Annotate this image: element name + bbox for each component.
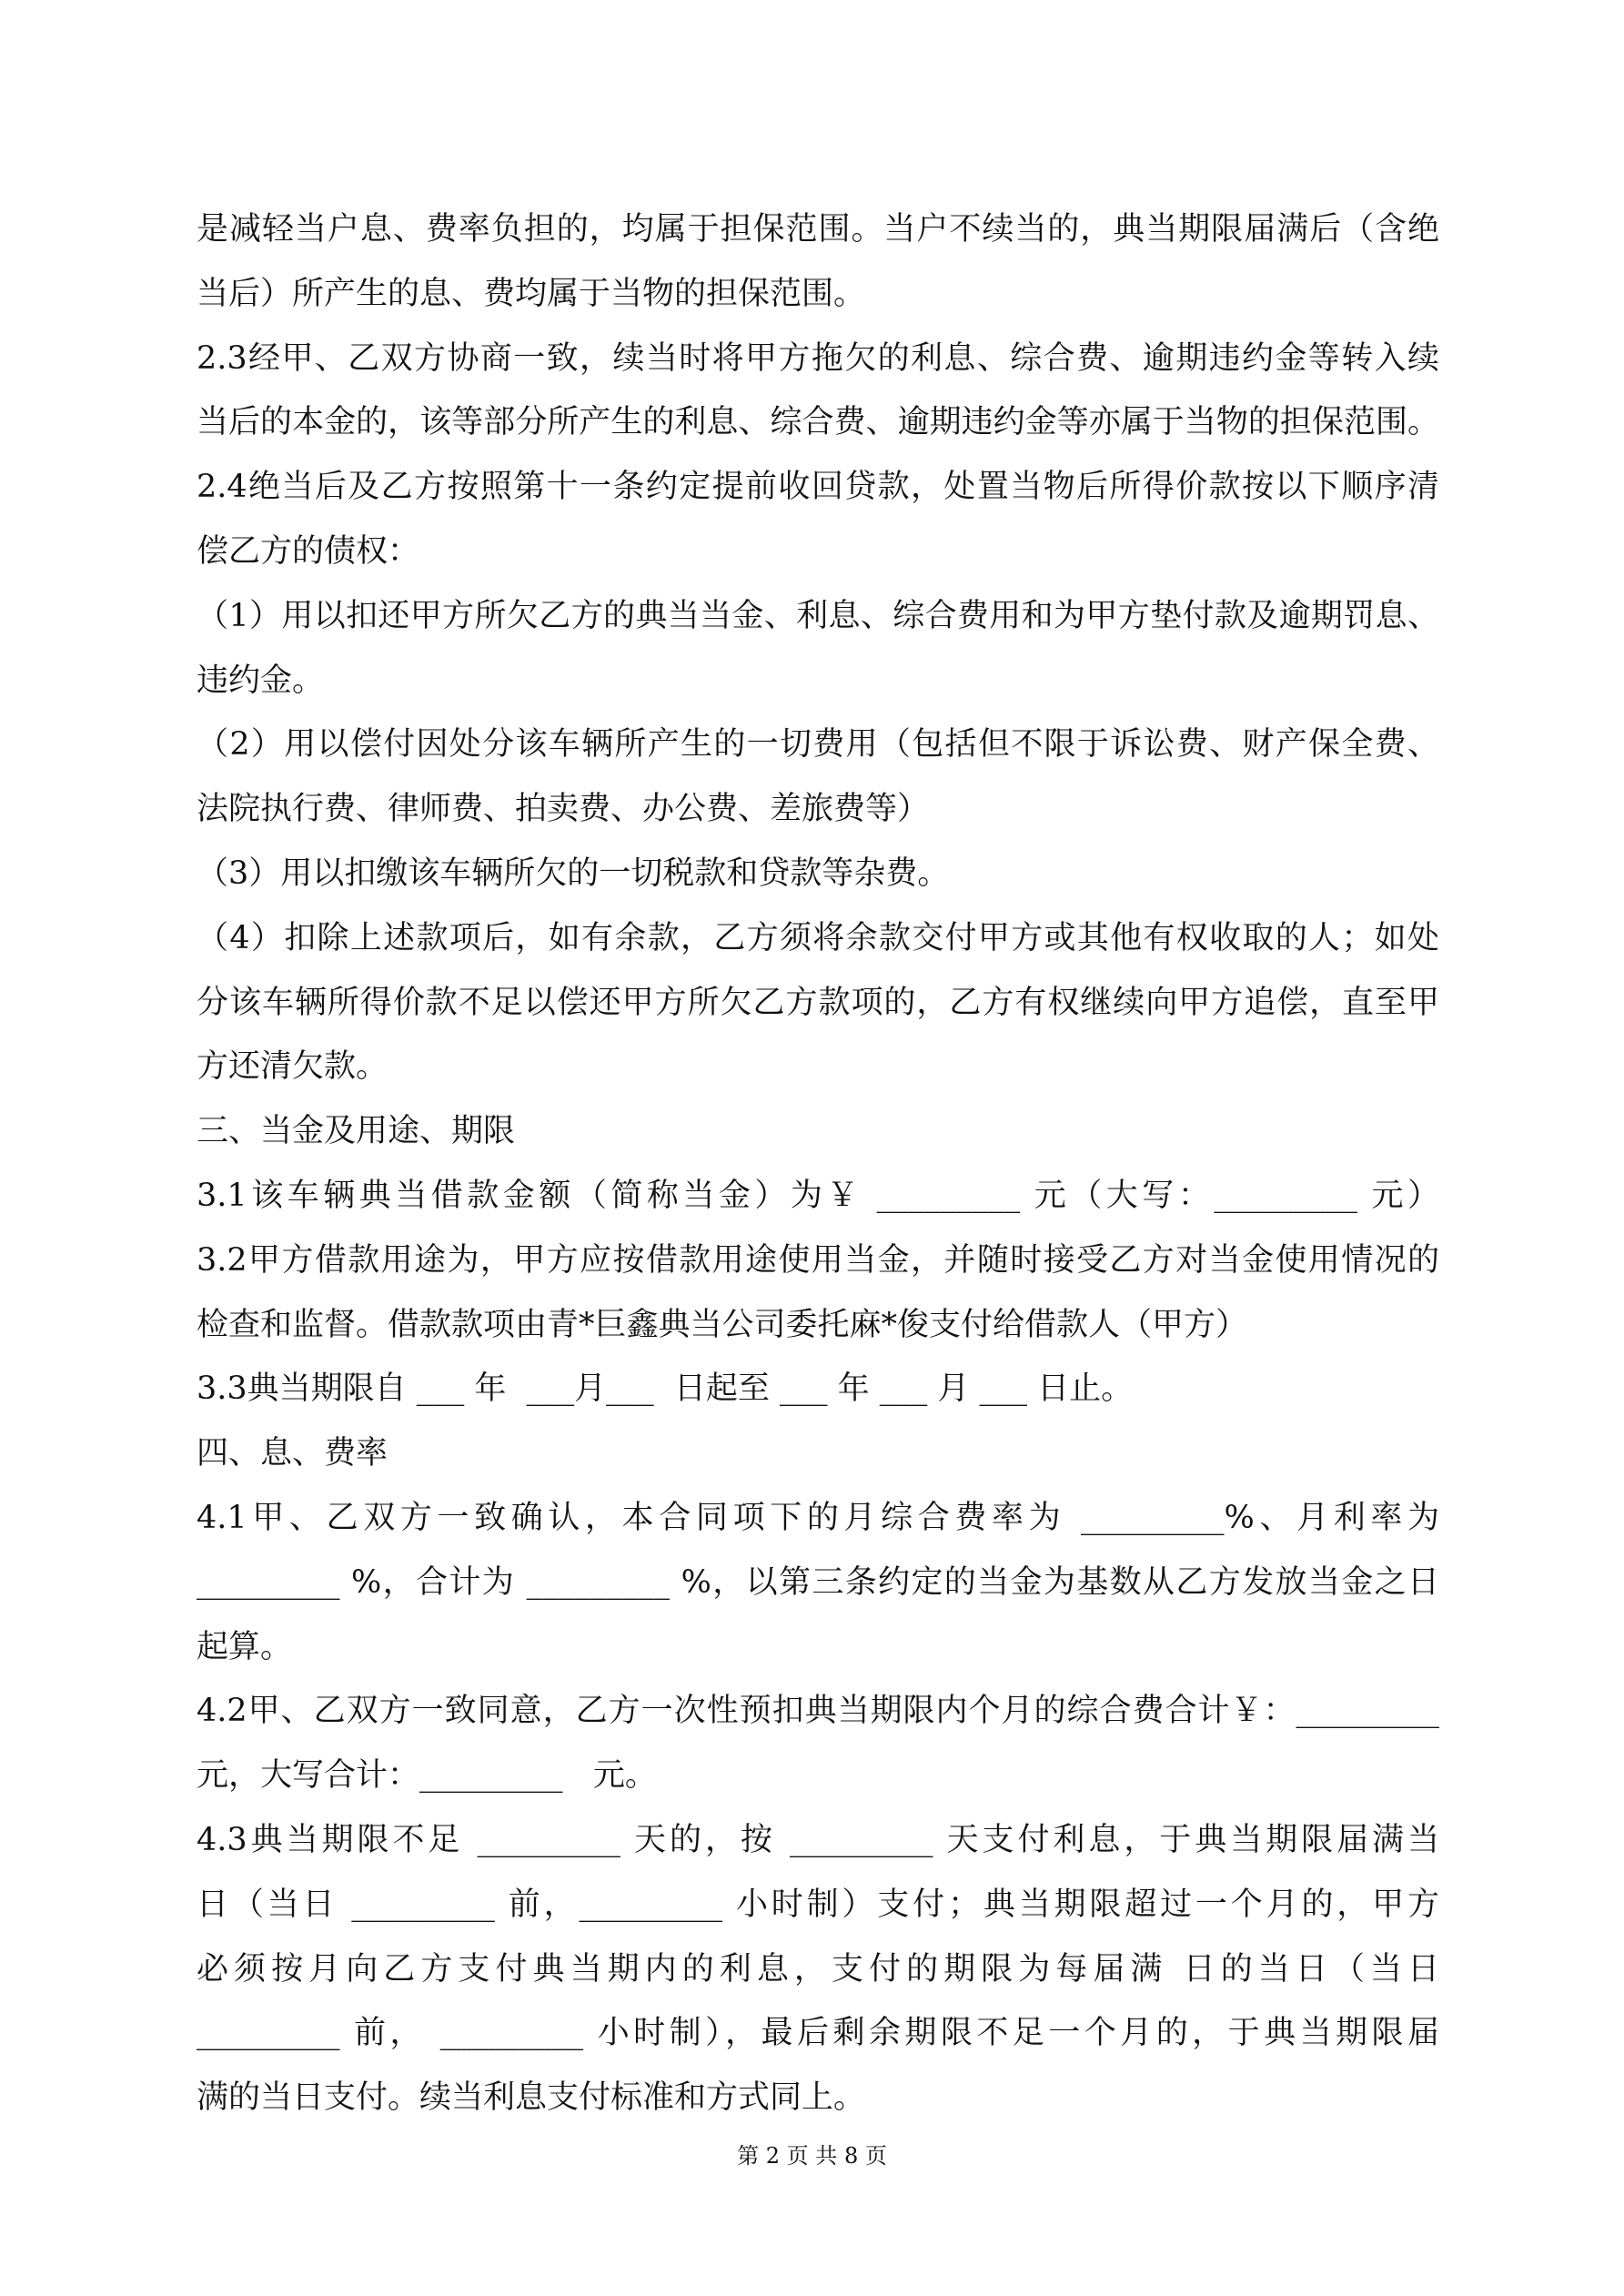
text-line: 2.4绝当后及乙方按照第十一条约定提前收回贷款，处置当物后所得价款按以下顺序清 — [197, 469, 1439, 506]
text-line: 方还清欠款。 — [197, 1048, 388, 1086]
text-line: _________ %，合计为 _________ %，以第三条约定的当金为基数从乙方发放当金之日 — [197, 1563, 1439, 1601]
text-line: 3.1该车辆典当借款金额（简称当金）为￥ _________ 元（大写：_________ 元） — [197, 1178, 1439, 1214]
text-line: （2）用以偿付因处分该车辆所产生的一切费用（包括但不限于诉讼费、财产保全费、 — [197, 726, 1439, 764]
text-line: 当后的本金的，该等部分所产生的利息、综合费、逾期违约金等亦属于当物的担保范围。 — [197, 404, 1439, 441]
page-number-footer: 第 2 页 共 8 页 — [737, 2143, 887, 2169]
text-line: 4.1甲、乙双方一致确认，本合同项下的月综合费率为 _________%、月利率为 — [197, 1500, 1439, 1536]
text-line: 必须按月向乙方支付典当期内的利息，支付的期限为每届满 日的当日（当日 — [197, 1950, 1439, 1988]
text-line: 检查和监督。借款款项由青*巨鑫典当公司委托麻*俊支付给借款人（甲方） — [197, 1306, 1248, 1343]
text-line: 3.2甲方借款用途为，甲方应按借款用途使用当金，并随时接受乙方对当金使用情况的 — [197, 1241, 1439, 1279]
text-line: 元，大写合计：_________ 元。 — [197, 1757, 657, 1795]
text-line: 法院执行费、律师费、拍卖费、办公费、差旅费等） — [197, 791, 930, 828]
text-line: 三、当金及用途、期限 — [197, 1113, 516, 1150]
text-line: 2.3经甲、乙双方协商一致，续当时将甲方拖欠的利息、综合费、逾期违约金等转入续 — [197, 339, 1439, 377]
text-line: 满的当日支付。续当利息支付标准和方式同上。 — [197, 2079, 866, 2117]
text-line: 违约金。 — [197, 662, 325, 699]
text-line: （3）用以扣缴该车辆所欠的一切税款和贷款等杂费。 — [197, 855, 950, 892]
text-line: 四、息、费率 — [197, 1435, 388, 1472]
text-line: 4.2甲、乙双方一致同意，乙方一次性预扣典当期限内个月的综合费合计￥：_________ — [197, 1693, 1439, 1730]
text-line: 起算。 — [197, 1628, 293, 1665]
text-line: 是减轻当户息、费率负担的，均属于担保范围。当户不续当的，典当期限届满后（含绝 — [197, 211, 1439, 248]
text-line: _________ 前， _________ 小时制），最后剩余期限不足一个月的，于典当期限届 — [197, 2015, 1439, 2052]
text-line: 日（当日 _________ 前，_________ 小时制）支付；典当期限超过一个月的，甲方 — [197, 1886, 1439, 1923]
text-line: （4）扣除上述款项后，如有余款，乙方须将余款交付甲方或其他有权收取的人；如处 — [197, 919, 1439, 956]
text-line: （1）用以扣还甲方所欠乙方的典当当金、利息、综合费用和为甲方垫付款及逾期罚息、 — [197, 597, 1439, 634]
text-line: 偿乙方的债权： — [197, 533, 420, 570]
text-line: 3.3典当期限自 ___ 年 ___月___ 日起至 ___ 年 ___ 月 ___ 日止。 — [197, 1371, 1134, 1408]
text-line: 当后）所产生的息、费均属于当物的担保范围。 — [197, 275, 866, 312]
text-line: 4.3典当期限不足 _________ 天的，按 _________ 天支付利息，于典当期限届满当 — [197, 1822, 1439, 1858]
text-line: 分该车辆所得价款不足以偿还甲方所欠乙方款项的，乙方有权继续向甲方追偿，直至甲 — [197, 984, 1439, 1021]
